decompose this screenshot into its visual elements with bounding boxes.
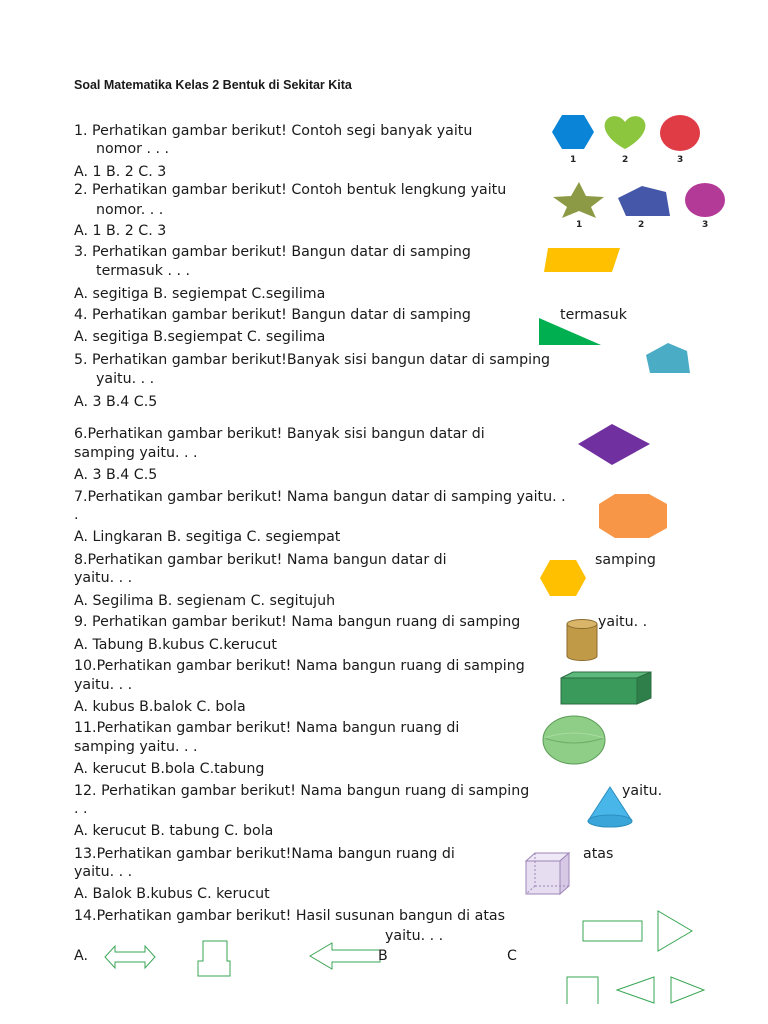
triangle-right-small-icon: [671, 977, 704, 1003]
q2-label-2: 2: [638, 220, 645, 230]
q8-text: 8.Perhatikan gambar berikut! Nama bangun datar di: [74, 552, 447, 568]
olive-star-icon: [553, 182, 604, 218]
q7-shape: [597, 492, 671, 540]
q12-text: 12. Perhatikan gambar berikut! Nama bangun ruang di samping: [74, 783, 530, 799]
q12-shape: [587, 785, 637, 831]
q8-text-cont: yaitu. . .: [74, 570, 133, 586]
q2-answers: A. 1 B. 2 C. 3: [74, 223, 167, 239]
q5-text: 5. Perhatikan gambar berikut!Banyak sisi bangun datar di samping: [74, 352, 551, 368]
q7-text: 7.Perhatikan gambar berikut! Nama bangun datar di samping yaitu. .: [74, 489, 566, 505]
red-circle-icon: [660, 115, 700, 151]
rectangle-icon: [583, 921, 642, 941]
q14-shapes: [580, 908, 696, 956]
q14-option-a: A.: [74, 948, 88, 964]
square-outline-icon: [567, 977, 598, 1004]
orange-octagon-icon: [599, 494, 667, 538]
q7-answers: A. Lingkaran B. segitiga C. segiempat: [74, 529, 341, 545]
q9-shape: [564, 618, 602, 664]
green-heart-icon: [605, 116, 646, 149]
q2-text-cont: nomor. . .: [96, 202, 164, 218]
page-title: Soal Matematika Kelas 2 Bentuk di Sekitar Kita: [74, 78, 352, 92]
q4-shape: [537, 316, 605, 348]
q14-option-a-shape: [103, 943, 159, 971]
q9-text: 9. Perhatikan gambar berikut! Nama bangun ruang di samping: [74, 614, 521, 630]
q10-text: 10.Perhatikan gambar berikut! Nama bangun ruang di samping: [74, 658, 525, 674]
q1-answers: A. 1 B. 2 C. 3: [74, 164, 167, 180]
q12-answers: A. kerucut B. tabung C. bola: [74, 823, 274, 839]
q9-answers: A. Tabung B.kubus C.kerucut: [74, 637, 277, 653]
q11-text: 11.Perhatikan gambar berikut! Nama bangun ruang di: [74, 720, 460, 736]
q10-shape: [559, 670, 655, 708]
triangle-left-icon: [617, 977, 654, 1003]
q13-answers: A. Balok B.kubus C. kerucut: [74, 886, 270, 902]
q6-text: 6.Perhatikan gambar berikut! Banyak sisi bangun datar di: [74, 426, 485, 442]
q8-answers: A. Segilima B. segienam C. segitujuh: [74, 593, 336, 609]
q8-text-end: samping: [595, 552, 656, 568]
q5-answers: A. 3 B.4 C.5: [74, 394, 158, 410]
q11-answers: A. kerucut B.bola C.tabung: [74, 761, 265, 777]
cuboid-icon: [561, 672, 651, 704]
q6-shape: [576, 422, 656, 468]
purple-rhombus-icon: [578, 424, 650, 465]
q1-shapes: [548, 112, 708, 168]
q7-text-cont: .: [74, 507, 79, 523]
q3-text-cont: termasuk . . .: [96, 263, 191, 279]
q5-shape: [644, 341, 694, 377]
q8-shape: [538, 558, 590, 598]
double-arrow-icon: [105, 946, 155, 968]
q10-text-cont: yaitu. . .: [74, 677, 133, 693]
q1-label-1: 1: [570, 155, 577, 165]
q3-answers: A. segitiga B. segiempat C.segilima: [74, 286, 326, 302]
q4-text-end: termasuk: [560, 307, 627, 323]
magenta-circle-icon: [685, 183, 725, 217]
q13-text: 13.Perhatikan gambar berikut!Nama bangun ruang di: [74, 846, 455, 862]
yellow-hexagon-icon: [540, 560, 586, 596]
q13-text-end: atas: [583, 846, 614, 862]
triangle-right-icon: [658, 911, 692, 951]
cone-icon: [588, 787, 632, 827]
left-arrow-icon: [310, 943, 380, 969]
q3-text: 3. Perhatikan gambar berikut! Bangun datar di samping: [74, 244, 471, 260]
q2-label-1: 1: [576, 220, 583, 230]
q14-option-c: C: [507, 948, 517, 964]
q11-text-cont: samping yaitu. . .: [74, 739, 198, 755]
q3-shape: [540, 246, 624, 276]
q6-answers: A. 3 B.4 C.5: [74, 467, 158, 483]
cylinder-icon: [567, 620, 597, 661]
yellow-parallelogram-icon: [544, 248, 620, 272]
q5-text-cont: yaitu. . .: [96, 371, 155, 387]
q9-text-end: yaitu. .: [598, 614, 648, 630]
house-outline-icon: [198, 941, 230, 976]
q1-label-2: 2: [622, 155, 629, 165]
q12-text-end: yaitu.: [622, 783, 663, 799]
q2-shapes: [548, 180, 728, 232]
q12-text-cont: . .: [74, 801, 88, 817]
teal-pentagon-icon: [646, 343, 690, 373]
cube-icon: [526, 853, 569, 894]
blue-hexagon-icon: [552, 115, 594, 149]
q1-label-3: 3: [677, 155, 684, 165]
q2-text: 2. Perhatikan gambar berikut! Contoh bentuk lengkung yaitu: [74, 182, 507, 198]
q4-answers: A. segitiga B.segiempat C. segilima: [74, 329, 326, 345]
q14-option-c-shapes: [564, 974, 704, 1014]
q11-shape: [541, 714, 609, 768]
q14-text: 14.Perhatikan gambar berikut! Hasil susunan bangun di atas: [74, 908, 505, 924]
q14-option-shape-2: [195, 939, 235, 979]
q2-label-3: 3: [702, 220, 709, 230]
q6-text-cont: samping yaitu. . .: [74, 445, 198, 461]
green-triangle-icon: [539, 318, 601, 345]
q13-text-cont: yaitu. . .: [74, 864, 133, 880]
q10-answers: A. kubus B.balok C. bola: [74, 699, 246, 715]
q14-option-b-shape: [308, 941, 384, 973]
q14-text-cont: yaitu. . .: [385, 928, 444, 944]
q13-shape: [523, 851, 573, 897]
q1-text-cont: nomor . . .: [96, 141, 170, 157]
q4-text: 4. Perhatikan gambar berikut! Bangun datar di samping: [74, 307, 471, 323]
q1-text: 1. Perhatikan gambar berikut! Contoh segi banyak yaitu: [74, 123, 473, 139]
q14-option-b: B: [378, 948, 388, 964]
sphere-icon: [543, 716, 605, 764]
indigo-pentagon-icon: [618, 186, 670, 216]
